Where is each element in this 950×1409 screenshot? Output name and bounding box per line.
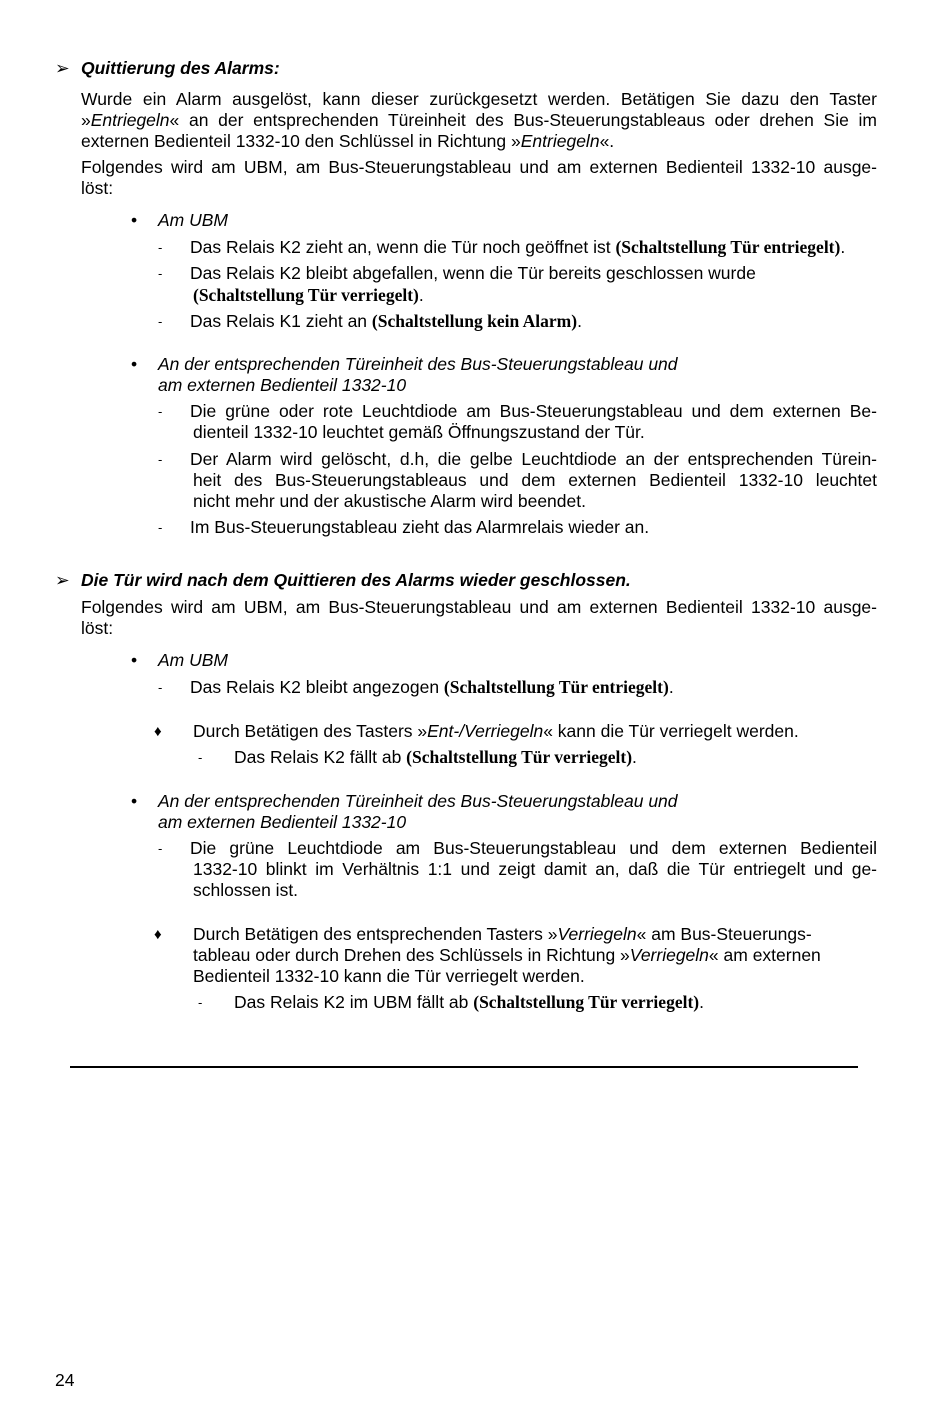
- dash-icon: -: [198, 995, 203, 1010]
- list-item: Das Relais K2 bleibt angezogen (Schaltstellung Tür entriegelt).: [190, 677, 674, 697]
- button-reference: Entriegeln: [520, 131, 600, 151]
- list-item-continuation: heit des Bus-Steuerungstableaus und dem externen Bedienteil 1332-10 leuchtet: [193, 470, 877, 490]
- button-reference: Verriegeln: [557, 924, 637, 944]
- dash-icon: -: [158, 520, 163, 535]
- dash-icon: -: [198, 750, 203, 765]
- bullet-icon: •: [131, 210, 138, 230]
- list-heading: An der entsprechenden Türeinheit des Bus-Steuerungstableau und: [158, 354, 678, 374]
- list-item: Die grüne Leuchtdiode am Bus-Steuerungstableau und dem externen Bedienteil: [190, 838, 877, 858]
- list-item: Im Bus-Steuerungstableau zieht das Alarmrelais wieder an.: [190, 517, 650, 537]
- list-item: Durch Betätigen des Tasters »Ent-/Verriegeln« kann die Tür verriegelt werden.: [193, 721, 799, 741]
- paragraph-line: Folgendes wird am UBM, am Bus-Steuerungstableau und am externen Bedienteil 1332-10 ausge-: [81, 597, 877, 617]
- button-reference: Entriegeln: [90, 110, 170, 130]
- dash-icon: -: [158, 314, 163, 329]
- section-heading: Die Tür wird nach dem Quittieren des Alarms wieder geschlossen.: [81, 570, 631, 590]
- paragraph-line: »Entriegeln« an der entsprechenden Türeinheit des Bus-Steuerungstableaus oder drehen Sie im: [81, 110, 877, 130]
- list-item-continuation: 1332-10 blinkt im Verhältnis 1:1 und zeigt damit an, daß die Tür entriegelt und ge-: [193, 859, 877, 879]
- list-heading-continuation: am externen Bedienteil 1332-10: [158, 812, 407, 832]
- section-heading: Quittierung des Alarms:: [81, 58, 280, 78]
- list-heading: An der entsprechenden Türeinheit des Bus-Steuerungstableau und: [158, 791, 678, 811]
- list-heading-continuation: am externen Bedienteil 1332-10: [158, 375, 407, 395]
- dash-icon: -: [158, 240, 163, 255]
- dash-icon: -: [158, 266, 163, 281]
- list-item: Durch Betätigen des entsprechenden Tasters »Verriegeln« am Bus-Steuerungs-: [193, 924, 812, 944]
- list-item: Das Relais K2 bleibt abgefallen, wenn die Tür bereits geschlossen wurde: [190, 263, 756, 283]
- bullet-icon: •: [131, 650, 138, 670]
- dash-icon: -: [158, 680, 163, 695]
- paragraph-line: Wurde ein Alarm ausgelöst, kann dieser zurückgesetzt werden. Betätigen Sie dazu den Taster: [81, 89, 877, 109]
- paragraph-line: Folgendes wird am UBM, am Bus-Steuerungstableau und am externen Bedienteil 1332-10 ausge-: [81, 157, 877, 177]
- list-item: Der Alarm wird gelöscht, d.h, die gelbe Leuchtdiode an der entsprechenden Türein-: [190, 449, 877, 469]
- diamond-bullet-icon: ♦: [154, 926, 162, 943]
- list-item-continuation: schlossen ist.: [193, 880, 299, 900]
- list-item: Die grüne oder rote Leuchtdiode am Bus-Steuerungstableau und dem externen Be-: [190, 401, 877, 421]
- arrow-bullet-icon: ➢: [55, 58, 70, 78]
- list-item-continuation: Bedienteil 1332-10 kann die Tür verriegelt werden.: [193, 966, 585, 986]
- paragraph-line: löst:: [81, 618, 114, 638]
- bullet-icon: •: [131, 791, 138, 811]
- list-item: Das Relais K2 im UBM fällt ab (Schaltstellung Tür verriegelt).: [234, 992, 704, 1012]
- list-heading: Am UBM: [158, 210, 228, 230]
- list-item: Das Relais K2 fällt ab (Schaltstellung Tür verriegelt).: [234, 747, 637, 767]
- dash-icon: -: [158, 452, 163, 467]
- list-item-continuation: (Schaltstellung Tür verriegelt).: [193, 285, 424, 305]
- page-number: 24: [55, 1370, 75, 1390]
- list-item-continuation: nicht mehr und der akustische Alarm wird beendet.: [193, 491, 586, 511]
- horizontal-divider: [70, 1066, 858, 1068]
- dash-icon: -: [158, 841, 163, 856]
- list-item: Das Relais K1 zieht an (Schaltstellung kein Alarm).: [190, 311, 582, 331]
- paragraph-line: externen Bedienteil 1332-10 den Schlüssel in Richtung »Entriegeln«.: [81, 131, 615, 151]
- button-reference: Ent-/Verriegeln: [427, 721, 544, 741]
- list-item-continuation: tableau oder durch Drehen des Schlüssels in Richtung »Verriegeln« am externen: [193, 945, 821, 965]
- arrow-bullet-icon: ➢: [55, 570, 70, 590]
- list-item-continuation: dienteil 1332-10 leuchtet gemäß Öffnungszustand der Tür.: [193, 422, 645, 442]
- dash-icon: -: [158, 404, 163, 419]
- diamond-bullet-icon: ♦: [154, 723, 162, 740]
- bullet-icon: •: [131, 354, 138, 374]
- list-heading: Am UBM: [158, 650, 228, 670]
- list-item: Das Relais K2 zieht an, wenn die Tür noch geöffnet ist (Schaltstellung Tür entriegelt).: [190, 237, 846, 257]
- button-reference: Verriegeln: [629, 945, 709, 965]
- paragraph-line: löst:: [81, 178, 114, 198]
